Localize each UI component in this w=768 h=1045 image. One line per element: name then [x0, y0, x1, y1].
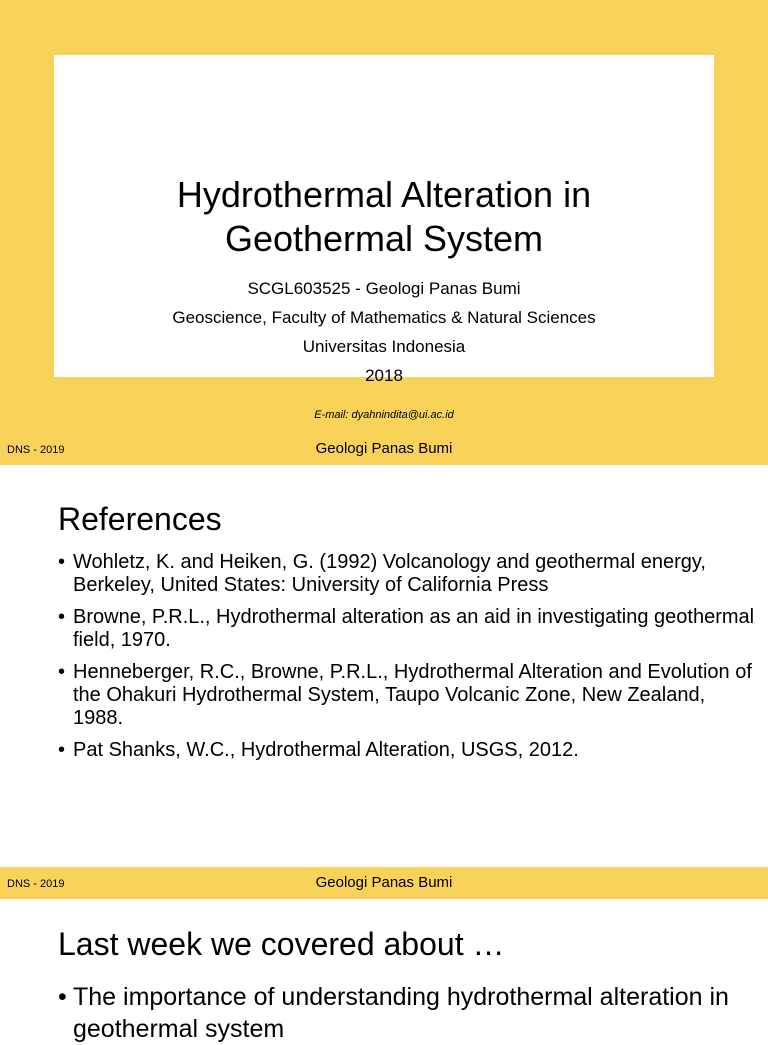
slide-footer [0, 433, 768, 465]
slide-title-line-1: Hydrothermal Alteration in [176, 174, 592, 215]
faculty-name: Geoscience, Faculty of Mathematics & Natural Sciences [172, 308, 596, 327]
course-code: SCGL603525 - Geologi Panas Bumi [247, 279, 521, 298]
references-slide [0, 465, 768, 867]
slide-footer [0, 867, 768, 899]
title-slide [0, 0, 768, 433]
slide-title-line-2: Geothermal System [224, 218, 544, 259]
reference-item: • Henneberger, R.C., Browne, P.R.L., Hydrothermal Alteration and Evolution of the Ohakuri Hydrothermal System, Taupo Volcanic Zone, New Zealand, 1988. [58, 661, 758, 730]
last-week-item: • The importance of understanding hydrothermal alteration in geothermal system [58, 981, 758, 1045]
footer-author-year: DNS - 2019 [7, 878, 65, 890]
author-email: E-mail: dyahnindita@ui.ac.id [314, 409, 454, 421]
footer-course-name: Geologi Panas Bumi [315, 440, 453, 457]
footer-course-name: Geologi Panas Bumi [315, 874, 453, 891]
slide-title [54, 173, 714, 261]
reference-item: • Pat Shanks, W.C., Hydrothermal Alteration, USGS, 2012. [58, 739, 758, 762]
last-week-heading: Last week we covered about … [58, 926, 505, 962]
footer-author-year: DNS - 2019 [7, 444, 65, 456]
course-year: 2018 [365, 366, 403, 385]
title-card [54, 55, 714, 421]
university-name: Universitas Indonesia [302, 337, 466, 356]
references-heading: References [58, 501, 222, 537]
last-week-list [58, 981, 758, 1045]
reference-item: • Wohletz, K. and Heiken, G. (1992) Volcanology and geothermal energy, Berkeley, United States: University of California Press [58, 551, 758, 597]
last-week-slide [0, 899, 768, 1043]
references-list [58, 551, 758, 771]
reference-item: • Browne, P.R.L., Hydrothermal alteration as an aid in investigating geothermal field, 1970. [58, 606, 758, 652]
